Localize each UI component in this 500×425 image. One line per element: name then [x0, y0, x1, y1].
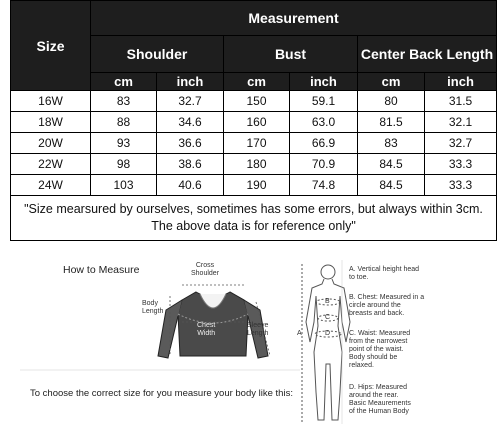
- measurement-header: Measurement: [91, 1, 497, 36]
- shoulder-cm-cell: 88: [91, 112, 157, 133]
- size-chart: [10, 0, 496, 241]
- legend-a: A. Vertical height head to toe.: [349, 266, 420, 281]
- shoulder-inch-cell: 38.6: [157, 154, 224, 175]
- bust-cm-cell: 190: [224, 175, 290, 196]
- center-back-length-cm-cell: 84.5: [358, 175, 425, 196]
- legend-d: D. Hips: Measured around the rear. Basic Meaurements of the Human Body: [349, 384, 411, 415]
- bust-inch-cell: 66.9: [290, 133, 358, 154]
- center-back-length-cm-cell: 84.5: [358, 154, 425, 175]
- body-head: [321, 265, 335, 279]
- table-row: [11, 91, 497, 112]
- body-letter-d: D: [325, 330, 331, 337]
- unit-header: inch: [425, 73, 497, 91]
- body-letter-c: C: [325, 314, 331, 321]
- unit-header: cm: [358, 73, 425, 91]
- center-back-length-cm-cell: 80: [358, 91, 425, 112]
- center-back-length-inch-cell: 33.3: [425, 175, 497, 196]
- row-size-cell: 20W: [11, 133, 91, 154]
- size-table: [10, 0, 497, 241]
- legend-b: B. Chest: Measured in a circle around the breasts and back.: [349, 294, 425, 317]
- bust-inch-cell: 63.0: [290, 112, 358, 133]
- shoulder-cm-cell: 98: [91, 154, 157, 175]
- choose-size-text: To choose the correct size for you measure your body like this:: [30, 388, 293, 399]
- bust-inch-cell: 74.8: [290, 175, 358, 196]
- row-size-cell: 24W: [11, 175, 91, 196]
- bust-inch-cell: 70.9: [290, 154, 358, 175]
- shoulder-header: Shoulder: [91, 36, 224, 73]
- bust-cm-cell: 180: [224, 154, 290, 175]
- row-size-cell: 22W: [11, 154, 91, 175]
- body-letter-a: A: [297, 330, 302, 337]
- unit-header: cm: [224, 73, 290, 91]
- table-row: [11, 133, 497, 154]
- center-back-length-cm-cell: 83: [358, 133, 425, 154]
- center-back-length-inch-cell: 31.5: [425, 91, 497, 112]
- bust-cm-cell: 160: [224, 112, 290, 133]
- table-row: [11, 154, 497, 175]
- shoulder-inch-cell: 32.7: [157, 91, 224, 112]
- unit-header: inch: [290, 73, 358, 91]
- center-back-length-inch-cell: 32.7: [425, 133, 497, 154]
- shoulder-inch-cell: 34.6: [157, 112, 224, 133]
- how-to-measure-figure: [0, 252, 500, 425]
- shoulder-cm-cell: 83: [91, 91, 157, 112]
- unit-header: cm: [91, 73, 157, 91]
- sleeve-length-label: Sleeve Length: [247, 322, 269, 337]
- shoulder-cm-cell: 103: [91, 175, 157, 196]
- bust-cm-cell: 170: [224, 133, 290, 154]
- bust-inch-cell: 59.1: [290, 91, 358, 112]
- shoulder-inch-cell: 40.6: [157, 175, 224, 196]
- cross-shoulder-label: Cross Shoulder: [191, 262, 220, 277]
- bust-cm-cell: 150: [224, 91, 290, 112]
- shoulder-inch-cell: 36.6: [157, 133, 224, 154]
- size-note: "Size mearsured by ourselves, sometimes has some errors, but always within 3cm. The above data is for reference only": [11, 196, 497, 241]
- measure-diagram: [0, 252, 500, 425]
- table-row: [11, 175, 497, 196]
- chest-width-label: Chest Width: [197, 322, 216, 337]
- how-to-measure-label: How to Measure: [63, 264, 140, 276]
- table-row: [11, 112, 497, 133]
- center-back-length-inch-cell: 32.1: [425, 112, 497, 133]
- body-letter-b: B: [325, 298, 330, 305]
- human-body-drawing: [302, 260, 350, 424]
- center-back-length-header: Center Back Length: [358, 36, 497, 73]
- legend-c: C. Waist: Measured from the narrowest point of the waist. Body should be relaxed.: [349, 330, 411, 369]
- shoulder-cm-cell: 93: [91, 133, 157, 154]
- size-header: Size: [11, 1, 91, 91]
- bust-header: Bust: [224, 36, 358, 73]
- center-back-length-inch-cell: 33.3: [425, 154, 497, 175]
- center-back-length-cm-cell: 81.5: [358, 112, 425, 133]
- unit-header: inch: [157, 73, 224, 91]
- row-size-cell: 18W: [11, 112, 91, 133]
- row-size-cell: 16W: [11, 91, 91, 112]
- body-length-label: Body Length: [142, 300, 164, 315]
